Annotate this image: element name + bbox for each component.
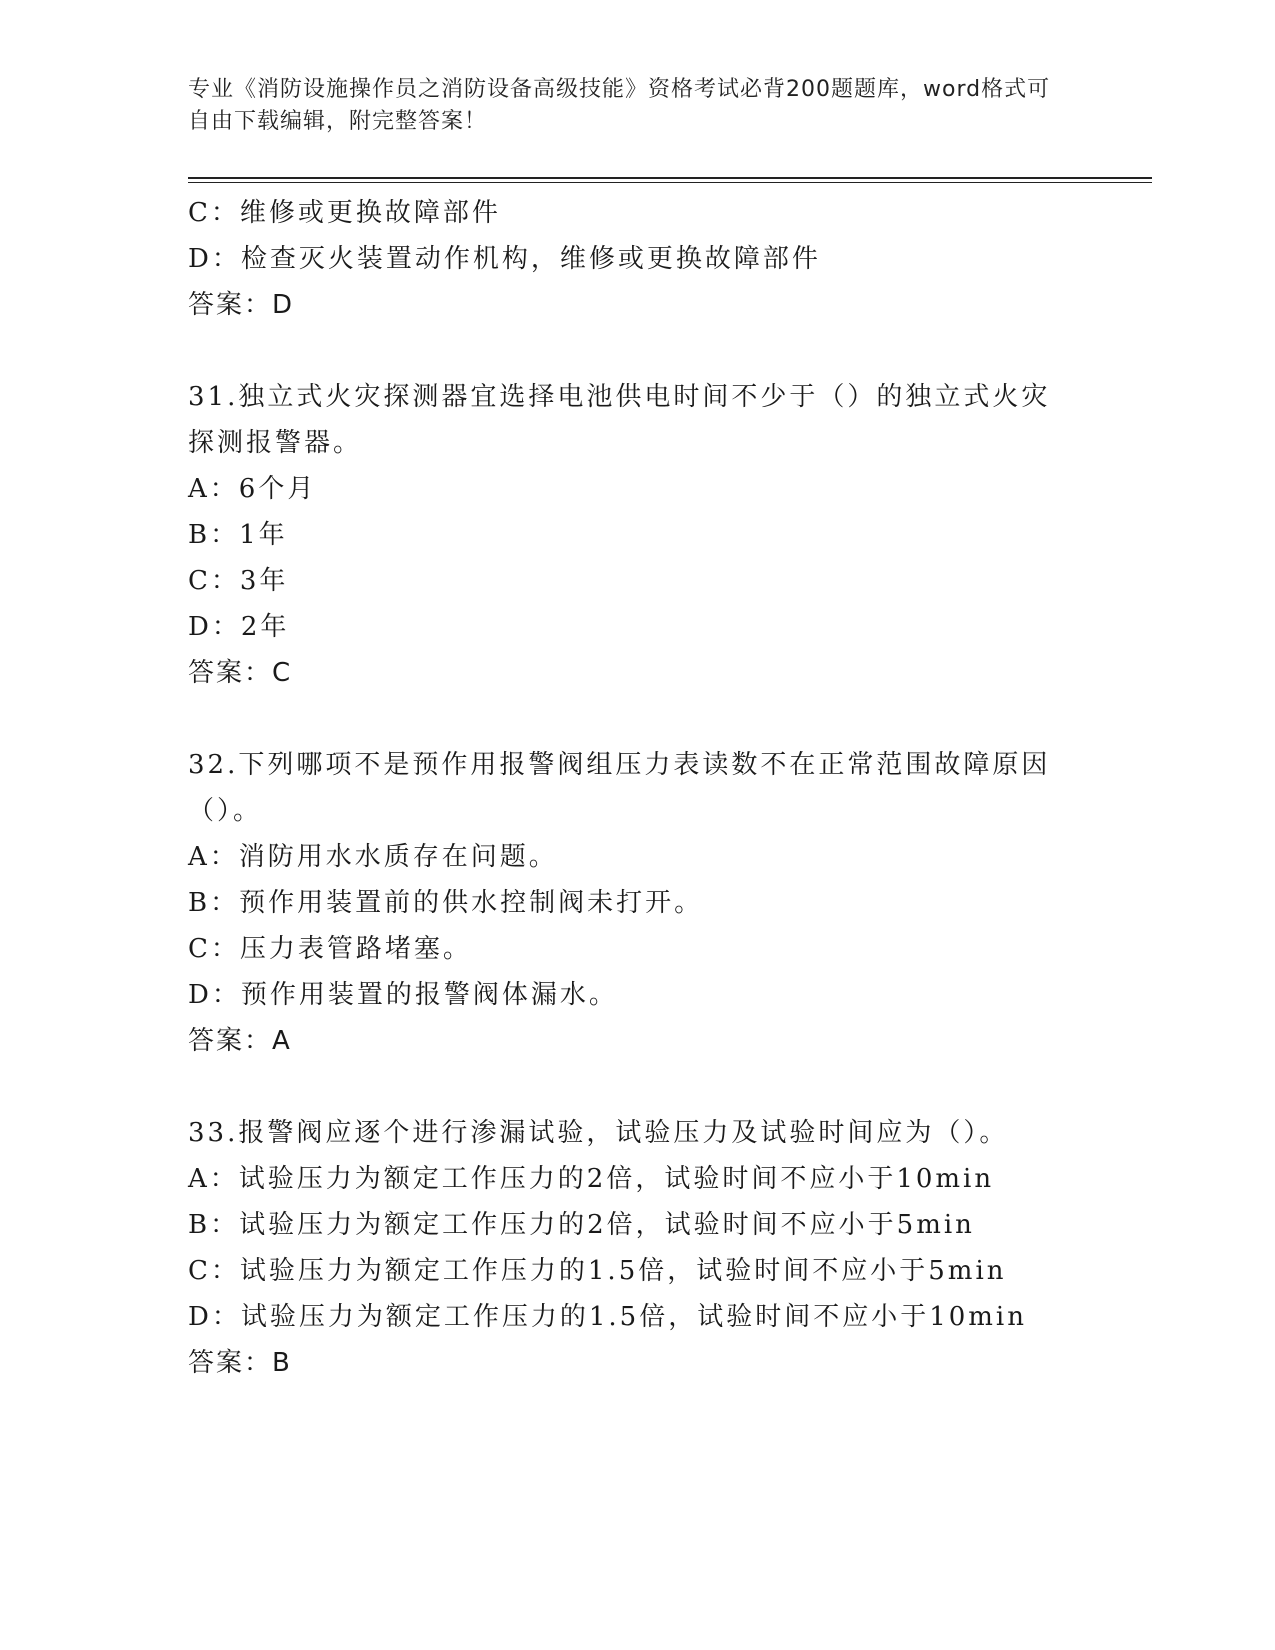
option-d: D：试验压力为额定工作压力的1.5倍，试验时间不应小于10min [188, 1302, 1027, 1332]
question-stem: 33.报警阀应逐个进行渗漏试验，试验压力及试验时间应为（）。 [188, 1118, 1009, 1148]
option-c: C：3年 [188, 566, 289, 596]
question-stem: 32.下列哪项不是预作用报警阀组压力表读数不在正常范围故障原因（）。 [188, 750, 1051, 826]
option-a: A：6个月 [188, 474, 317, 504]
option-a: A：试验压力为额定工作压力的2倍，试验时间不应小于10min [188, 1164, 995, 1194]
header-divider-thick [188, 177, 1152, 179]
question-33 [188, 1110, 1088, 1386]
option-a: A：消防用水水质存在问题。 [188, 842, 558, 872]
answer-line: 答案：B [188, 1348, 292, 1378]
answer-line: 答案：C [188, 658, 293, 688]
previous-question-tail [188, 190, 1088, 328]
question-32 [188, 742, 1088, 1064]
option-d: D：检查灭火装置动作机构，维修或更换故障部件 [188, 244, 821, 274]
header-divider-thin [188, 182, 1152, 183]
answer-line: 答案：A [188, 1026, 292, 1056]
option-b: B：预作用装置前的供水控制阀未打开。 [188, 888, 704, 918]
option-d: D：2年 [188, 612, 290, 642]
option-c: C：试验压力为额定工作压力的1.5倍，试验时间不应小于5min [188, 1256, 1007, 1286]
question-31 [188, 374, 1088, 696]
option-b: B：1年 [188, 520, 288, 550]
document-header: 专业《消防设施操作员之消防设备高级技能》资格考试必背200题题库，word格式可自由下载编辑，附完整答案！ [188, 77, 1051, 134]
question-list [188, 190, 1088, 1386]
answer-line: 答案：D [188, 290, 295, 320]
option-c: C：压力表管路堵塞。 [188, 934, 472, 964]
question-stem: 31.独立式火灾探测器宜选择电池供电时间不少于（）的独立式火灾探测报警器。 [188, 382, 1051, 458]
option-d: D：预作用装置的报警阀体漏水。 [188, 980, 618, 1010]
option-b: B：试验压力为额定工作压力的2倍，试验时间不应小于5min [188, 1210, 975, 1240]
option-c: C：维修或更换故障部件 [188, 198, 501, 228]
